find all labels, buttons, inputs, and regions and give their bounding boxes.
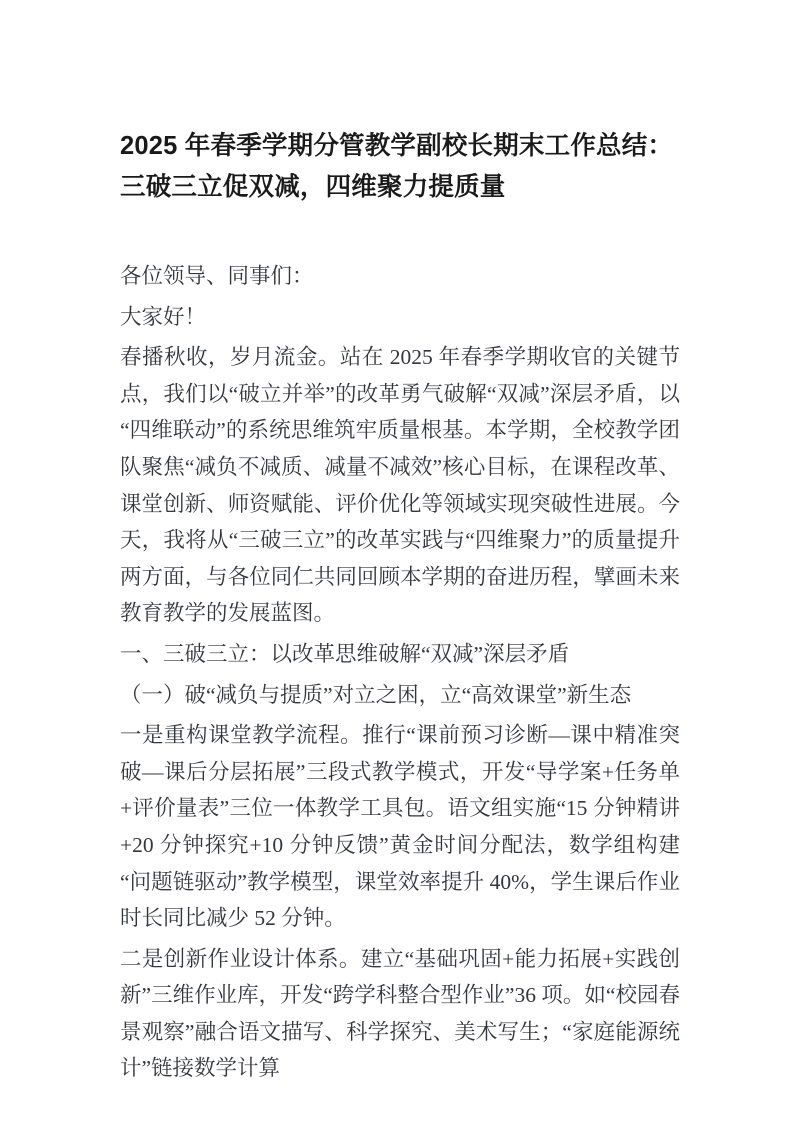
document-body — [120, 126, 680, 1087]
paragraph-point-one: 一是重构课堂教学流程。推行“课前预习诊断—课中精准突破—课后分层拓展”三段式教学模式，开发“导学案+任务单+评价量表”三位一体教学工具包。语文组实施“15 分钟精讲+20 分钟探究+10 分钟反馈”黄金时间分配法，数学组构建“问题链驱动”教学模型，课堂效率提升 40%，学生课后作业时长同比减少 52 分钟。 — [120, 723, 680, 931]
paragraph-point-two: 二是创新作业设计体系。建立“基础巩固+能力拓展+实践创新”三维作业库，开发“跨学科整合型作业”36 项。如“校园春景观察”融合语文描写、科学探究、美术写生；“家庭能源统计”链接数学计算 — [120, 946, 680, 1081]
page-title: 2025 年春季学期分管教学副校长期末工作总结：三破三立促双减，四维聚力提质量 — [120, 132, 674, 201]
heading-section-one: 一、三破三立：以改革思维破解“双减”深层矛盾 — [120, 641, 570, 666]
title-spacer — [120, 208, 680, 258]
heading-subsection-one: （一）破“减负与提质”对立之困，立“高效课堂”新生态 — [120, 682, 632, 707]
paragraph-salutation: 各位领导、同事们： — [120, 264, 314, 288]
paragraph-greeting: 大家好！ — [120, 304, 207, 329]
paragraph-introduction: 春播秋收，岁月流金。站在 2025 年春季学期收官的关键节点，我们以“破立并举”的改革勇气破解“双减”深层矛盾，以“四维联动”的系统思维筑牢质量根基。本学期，全校教学团队聚焦“减负不减质、减量不减效”核心目标，在课程改革、课堂创新、师资赋能、评价优化等领域实现突破性进展。今天，我将从“三破三立”的改革实践与“四维聚力”的质量提升两方面，与各位同仁共同回顾本学期的奋进历程，擘画未来教育教学的发展蓝图。 — [120, 345, 680, 626]
